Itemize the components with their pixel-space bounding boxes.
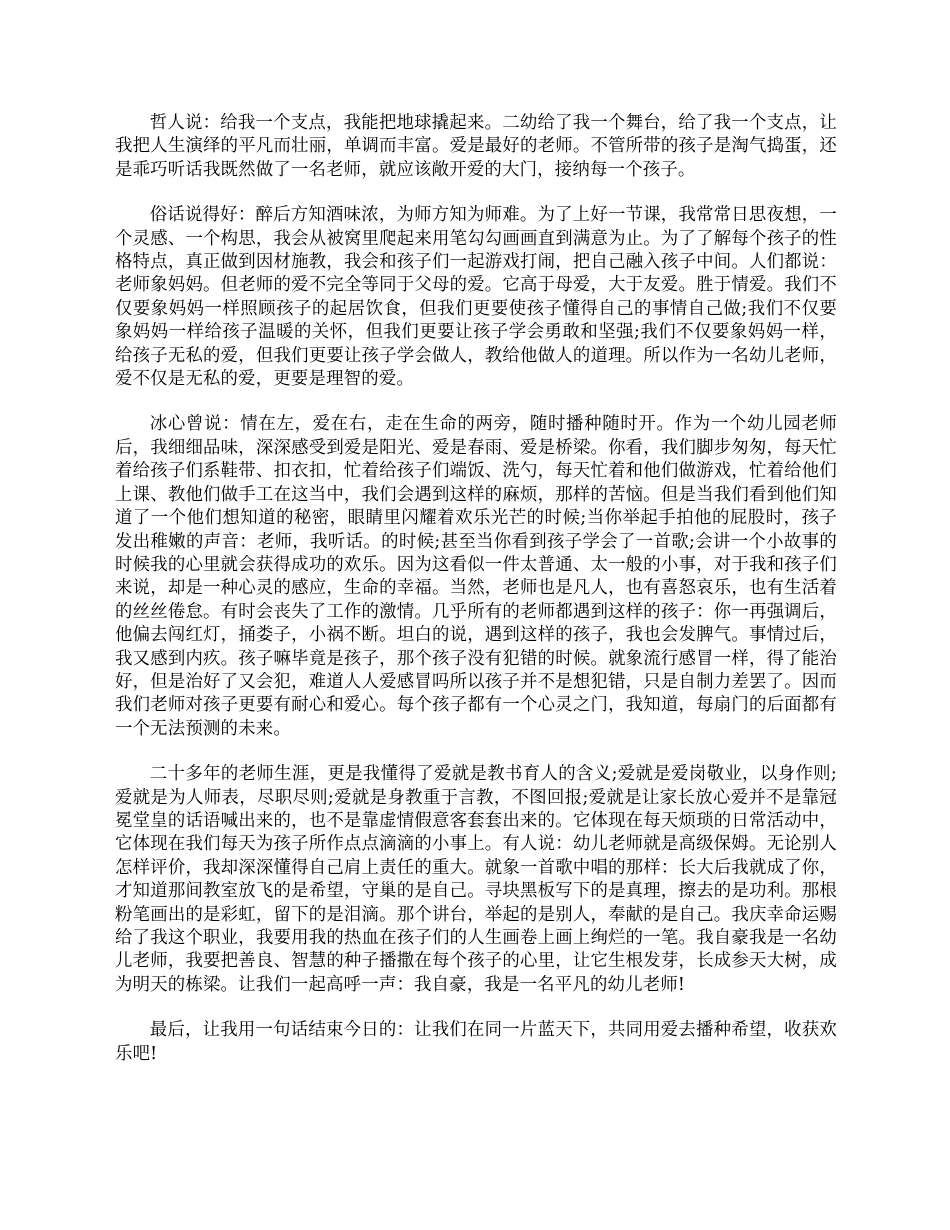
paragraph-2: 俗话说得好：醉后方知酒味浓，为师方知为师难。为了上好一节课，我常常日思夜想，一个灵感、一个构思，我会从被窝里爬起来用笔勾勾画画直到满意为止。为了了解每个孩子的性格特点，真正做到因材施教，我会和孩子们一起游戏打闹，把自己融入孩子中间。人们都说：老师象妈妈。但老师的爱不完全等同于父母的爱。它高于母爱，大于友爱。胜于情爱。我们不仅要象妈妈一样照顾孩子的起居饮食，但我们更要使孩子懂得自己的事情自己做;我们不仅要象妈妈一样给孩子温暖的关怀，但我们更要让孩子学会勇敢和坚强;我们不仅要象妈妈一样，给孩子无私的爱，但我们更要让孩子学会做人，教给他做人的道理。所以作为一名幼儿老师，爱不仅是无私的爱，更要是理智的爱。 xyxy=(115,205,837,390)
paragraph-3: 冰心曾说：情在左，爱在右，走在生命的两旁，随时播种随时开。作为一个幼儿园老师后，我细细品味，深深感受到爱是阳光、爱是春雨、爱是桥梁。你看，我们脚步匆匆，每天忙着给孩子们系鞋带、扣衣扣，忙着给孩子们端饭、洗勺，每天忙着和他们做游戏，忙着给他们上课、教他们做手工在这当中，我们会遇到这样的麻烦，那样的苦恼。但是当我们看到他们知道了一个他们想知道的秘密，眼睛里闪耀着欢乐光芒的时候;当你举起手拍他的屁股时，孩子发出稚嫩的声音：老师，我听话。的时候;甚至当你看到孩子学会了一首歌;会讲一个小故事的时候我的心里就会获得成功的欢乐。因为这看似一件太普通、太一般的小事，对于我和孩子们来说，却是一种心灵的感应，生命的幸福。当然，老师也是凡人，也有喜怒哀乐，也有生活着的丝丝倦怠。有时会丧失了工作的激情。几乎所有的老师都遇到这样的孩子：你一再强调后，他偏去闯红灯，捅娄子，小祸不断。坦白的说，遇到这样的孩子，我也会发脾气。事情过后，我又感到内疚。孩子嘛毕竟是孩子，那个孩子没有犯错的时候。就象流行感冒一样，得了能治好，但是治好了又会犯，难道人人爱感冒吗所以孩子并不是想犯错，只是自制力差罢了。因而我们老师对孩子更要有耐心和爱心。每个孩子都有一个心灵之门，我知道，每扇门的后面都有一个无法预测的未来。 xyxy=(115,414,837,739)
paragraph-1: 哲人说：给我一个支点，我能把地球撬起来。二幼给了我一个舞台，给了我一个支点，让我把人生演绎的平凡而壮丽，单调而丰富。爱是最好的老师。不管所带的孩子是淘气捣蛋，还是乖巧听话我既然做了一名老师，就应该敞开爱的大门，接纳每一个孩子。 xyxy=(115,113,837,180)
paragraph-4: 二十多年的老师生涯，更是我懂得了爱就是教书育人的含义;爱就是爱岗敬业，以身作则;爱就是为人师表，尽职尽则;爱就是身教重于言教，不图回报;爱就是让家长放心爱并不是靠冠冕堂皇的话语喊出来的，也不是靠虚情假意客套套出来的。它体现在每天烦琐的日常活动中，它体现在我们每天为孩子所作点点滴滴的小事上。有人说：幼儿老师就是高级保姆。无论别人怎样评价，我却深深懂得自己肩上责任的重大。就象一首歌中唱的那样：长大后我就成了你，才知道那间教室放飞的是希望，守巢的是自己。寻块黑板写下的是真理，擦去的是功利。那根粉笔画出的是彩虹，留下的是泪滴。那个讲台，举起的是别人，奉献的是自己。我庆幸命运赐给了我这个职业，我要用我的热血在孩子们的人生画卷上画上绚烂的一笔。我自豪我是一名幼儿老师，我要把善良、智慧的种子播撒在每个孩子的心里，让它生根发芽，长成参天大树，成为明天的栋梁。让我们一起高呼一声：我自豪，我是一名平凡的幼儿老师! xyxy=(115,764,837,995)
paragraph-5: 最后，让我用一句话结束今日的：让我们在同一片蓝天下，共同用爱去播种希望，收获欢乐吧! xyxy=(115,1020,837,1064)
document-body xyxy=(115,112,837,1088)
